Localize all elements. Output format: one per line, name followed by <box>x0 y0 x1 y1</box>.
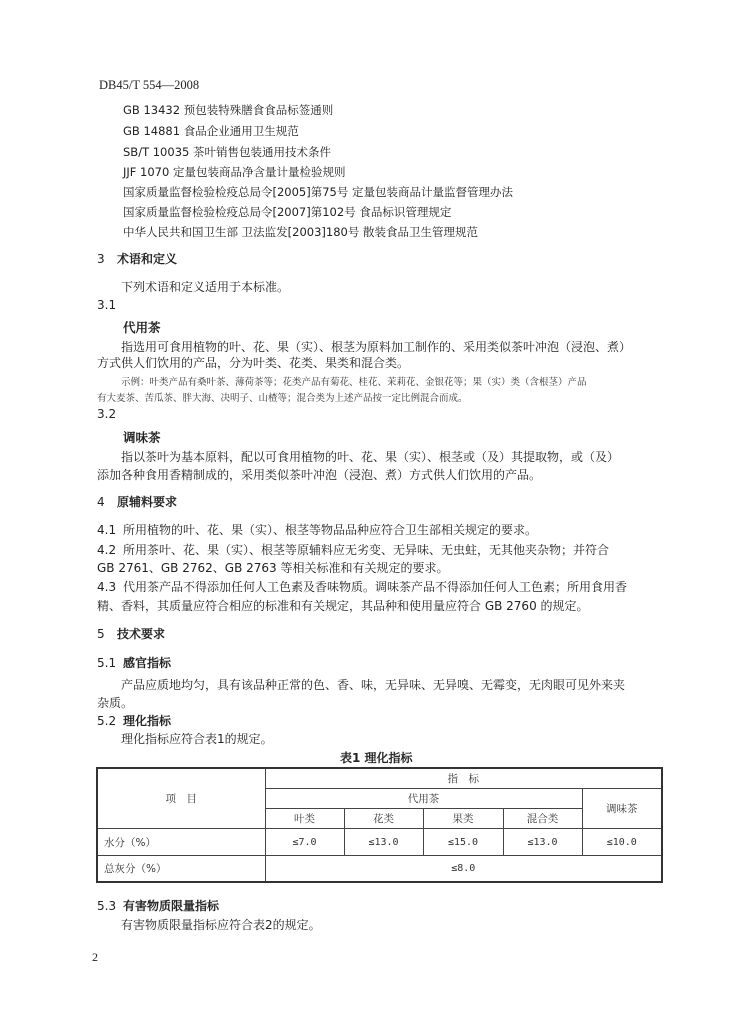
table-subheader: 花类 <box>344 809 423 829</box>
subsection-number: 5.3 <box>97 899 117 913</box>
clause-text: 所用植物的叶、花、果（实）、根茎等物品品种应符合卫生部相关规定的要求。 <box>123 523 538 537</box>
section-number: 4 <box>97 495 105 509</box>
row-label: 总灰分（%） <box>97 856 265 883</box>
row-label: 水分（%） <box>97 829 265 856</box>
reference-item: JJF 1070 定量包装商品净含量计量检验规则 <box>123 165 346 179</box>
clause-item <box>97 541 609 558</box>
example-note-line: 示例：叶类产品有桑叶茶、薄荷茶等；花类产品有菊花、桂花、茉莉花、金银花等；果（实）类（含根茎）产品 <box>121 377 587 388</box>
subsection-title: 理化指标 <box>123 714 172 728</box>
reference-item: GB 13432 预包装特殊膳食食品标签通则 <box>123 103 334 117</box>
table-cell: ≤7.0 <box>265 829 344 856</box>
table-header-indicator: 指 标 <box>265 768 662 789</box>
section-intro: 下列术语和定义适用于本标准。 <box>121 280 290 294</box>
section-title: 原辅料要求 <box>117 495 178 509</box>
example-note-line: 有大麦茶、苦瓜茶、胖大海、决明子、山楂等；混合类为上述产品按一定比例混合而成。 <box>97 393 468 404</box>
term-name: 调味茶 <box>123 430 161 445</box>
term-definition-line: 添加各种食用香精制成的，采用类似茶叶冲泡（浸泡、煮）方式供人们饮用的产品。 <box>97 468 542 482</box>
clause-item <box>97 521 537 538</box>
table-row <box>97 829 662 856</box>
section-title: 技术要求 <box>117 627 166 641</box>
term-number: 3.2 <box>97 407 117 421</box>
table-title: 表1 理化指标 <box>340 751 413 765</box>
clause-item <box>97 578 627 595</box>
term-definition-line: 指以茶叶为基本原料，配以可食用植物的叶、花、果（实）、根茎或（及）其提取物，或（及） <box>121 450 620 464</box>
table-cell: ≤13.0 <box>344 829 423 856</box>
table-subheader: 叶类 <box>265 809 344 829</box>
reference-item: 中华人民共和国卫生部 卫法监发[2003]180号 散装食品卫生管理规范 <box>123 225 478 239</box>
table-subheader: 混合类 <box>503 809 582 829</box>
page-number: 2 <box>92 950 98 964</box>
section-heading-4 <box>97 493 177 510</box>
clause-number: 4.2 <box>97 543 117 557</box>
subsection-title: 感官指标 <box>123 656 172 670</box>
subsection-title: 有害物质限量指标 <box>123 899 220 913</box>
clause-number: 4.1 <box>97 523 117 537</box>
reference-item: GB 14881 食品企业通用卫生规范 <box>123 124 299 138</box>
clause-number: 4.3 <box>97 580 117 594</box>
table-cell: ≤15.0 <box>423 829 503 856</box>
subsection-heading <box>97 712 171 729</box>
clause-text: 代用茶产品不得添加任何人工色素及香味物质。调味茶产品不得添加任何人工色素；所用食用香 <box>123 580 628 594</box>
section-title: 术语和定义 <box>117 252 178 266</box>
clause-text-continued: GB 2761、GB 2762、GB 2763 等相关标准和有关规定的要求。 <box>97 561 449 575</box>
section-number: 5 <box>97 627 105 641</box>
subsection-heading <box>97 654 171 671</box>
standard-number: DB45/T 554—2008 <box>99 78 200 92</box>
table-header-substitute-tea: 代用茶 <box>265 789 582 809</box>
section-heading-3 <box>97 250 177 267</box>
reference-item: SB/T 10035 茶叶销售包装通用技术条件 <box>123 145 331 159</box>
subsection-number: 5.1 <box>97 656 117 670</box>
paragraph-line: 理化指标应符合表1的规定。 <box>121 732 273 746</box>
subsection-heading <box>97 897 219 914</box>
reference-item: 国家质量监督检验检疫总局令[2005]第75号 定量包装商品计量监督管理办法 <box>123 185 514 199</box>
table-row <box>97 856 662 883</box>
physicochemical-table <box>96 767 663 883</box>
subsection-number: 5.2 <box>97 714 117 728</box>
table-cell: ≤10.0 <box>582 829 662 856</box>
section-number: 3 <box>97 252 105 266</box>
reference-item: 国家质量监督检验检疫总局令[2007]第102号 食品标识管理规定 <box>123 205 452 219</box>
term-definition-line: 方式供人们饮用的产品，分为叶类、花类、果类和混合类。 <box>97 356 410 370</box>
clause-text-continued: 精、香料，其质量应符合相应的标准和有关规定，其品种和使用量应符合 GB 2760 的规定。 <box>97 599 589 613</box>
clause-text: 所用茶叶、花、果（实）、根茎等原辅料应无劣变、无异味、无虫蛀，无其他夹杂物；并符合 <box>123 543 610 557</box>
table-cell-merged: ≤8.0 <box>265 856 662 883</box>
table-header-flavored-tea: 调味茶 <box>582 789 662 829</box>
term-definition-line: 指选用可食用植物的叶、花、果（实）、根茎为原料加工制作的、采用类似茶叶冲泡（浸泡、煮） <box>121 340 632 354</box>
table-cell: ≤13.0 <box>503 829 582 856</box>
paragraph-line: 有害物质限量指标应符合表2的规定。 <box>121 918 321 932</box>
table-header-item: 项 目 <box>97 768 265 829</box>
paragraph-line: 产品应质地均匀，具有该品种正常的色、香、味，无异味、无异嗅、无霉变，无肉眼可见外来夹 <box>121 678 626 692</box>
term-name: 代用茶 <box>123 320 161 335</box>
table-subheader: 果类 <box>423 809 503 829</box>
section-heading-5 <box>97 625 165 642</box>
paragraph-line: 杂质。 <box>97 696 134 710</box>
term-number: 3.1 <box>97 298 117 312</box>
